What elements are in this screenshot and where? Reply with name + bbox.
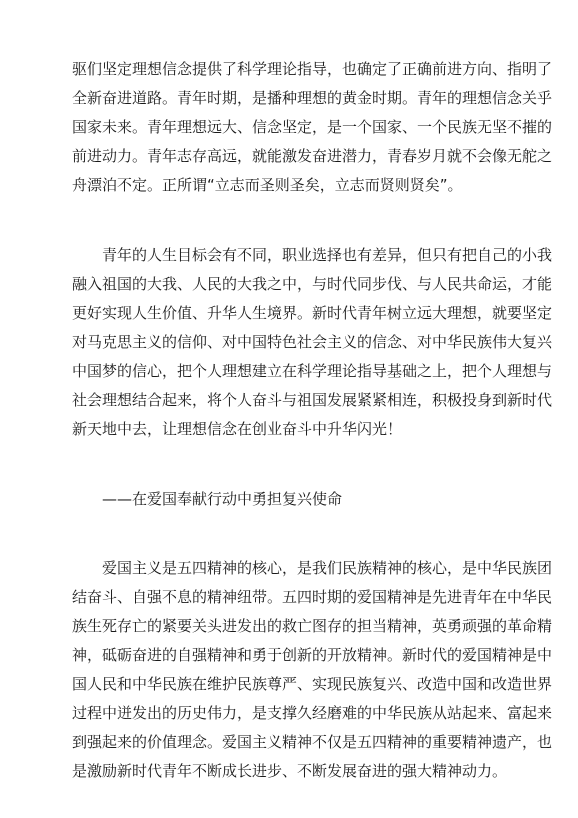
paragraph-3-line-1: 爱国主义是五四精神的核心，是我们民族精神的核心，是中华民族团 — [102, 559, 553, 578]
paragraph-3-line-7: 到强起来的价值理念。爱国主义精神不仅是五四精神的重要精神遗产，也 — [72, 733, 553, 751]
paragraph-2-line-6: 社会理想结合起来，将个人奋斗与祖国发展紧紧相连，积极投身到新时代 — [72, 390, 553, 409]
paragraph-3-line-5: 国人民和中华民族在维护民族尊严、实现民族复兴、改造中国和改造世界 — [72, 675, 553, 693]
paragraph-1-line-1: 驱们坚定理想信念提供了科学理论指导，也确定了正确前进方向、指明了 — [72, 60, 553, 78]
paragraph-1-line-5: 舟漂泊不定。正所谓“立志而圣则圣矣，立志而贤则贤矣”。 — [72, 175, 463, 194]
paragraph-2-line-5: 中国梦的信心，把个人理想建立在科学理论指导基础之上，把个人理想与 — [72, 361, 553, 380]
paragraph-2-line-2: 融入祖国的大我、人民的大我之中，与时代同步伐、与人民共命运，才能 — [72, 274, 553, 293]
paragraph-2-line-1: 青年的人生目标会有不同，职业选择也有差异，但只有把自己的小我 — [102, 245, 553, 264]
paragraph-3-line-8: 是激励新时代青年不断成长进步、不断发展奋进的强大精神动力。 — [72, 762, 508, 780]
paragraph-1-line-2: 全新奋进道路。青年时期，是播种理想的黄金时期。青年的理想信念关乎 — [72, 89, 553, 107]
paragraph-3-line-3: 族生死存亡的紧要关头进发出的救亡图存的担当精神，英勇顽强的革命精 — [72, 617, 553, 636]
paragraph-3-line-6: 过程中迸发出的历史伟力，是支撑久经磨难的中华民族从站起来、富起来 — [72, 704, 553, 722]
paragraph-1-line-4: 前进动力。青年志存高远，就能激发奋进潜力，青春岁月就不会像无舵之 — [72, 147, 553, 165]
section-heading: ——在爱国奉献行动中勇担复兴使命 — [102, 490, 343, 509]
paragraph-1-line-3: 国家未来。青年理想远大、信念坚定，是一个国家、一个民族无坚不摧的 — [72, 118, 553, 136]
paragraph-2-line-4: 对马克思主义的信仰、对中国特色社会主义的信念、对中华民族伟大复兴 — [72, 332, 553, 351]
paragraph-3-line-4: 神，砥砺奋进的自强精神和勇于创新的开放精神。新时代的爱国精神是中 — [72, 646, 553, 665]
paragraph-3-line-2: 结奋斗、自强不息的精神纽带。五四时期的爱国精神是先进青年在中华民 — [72, 588, 553, 607]
paragraph-2-line-7: 新天地中去，让理想信念在创业奋斗中升华闪光！ — [72, 419, 403, 438]
paragraph-2-line-3: 更好实现人生价值、升华人生境界。新时代青年树立远大理想，就要坚定 — [72, 303, 553, 322]
